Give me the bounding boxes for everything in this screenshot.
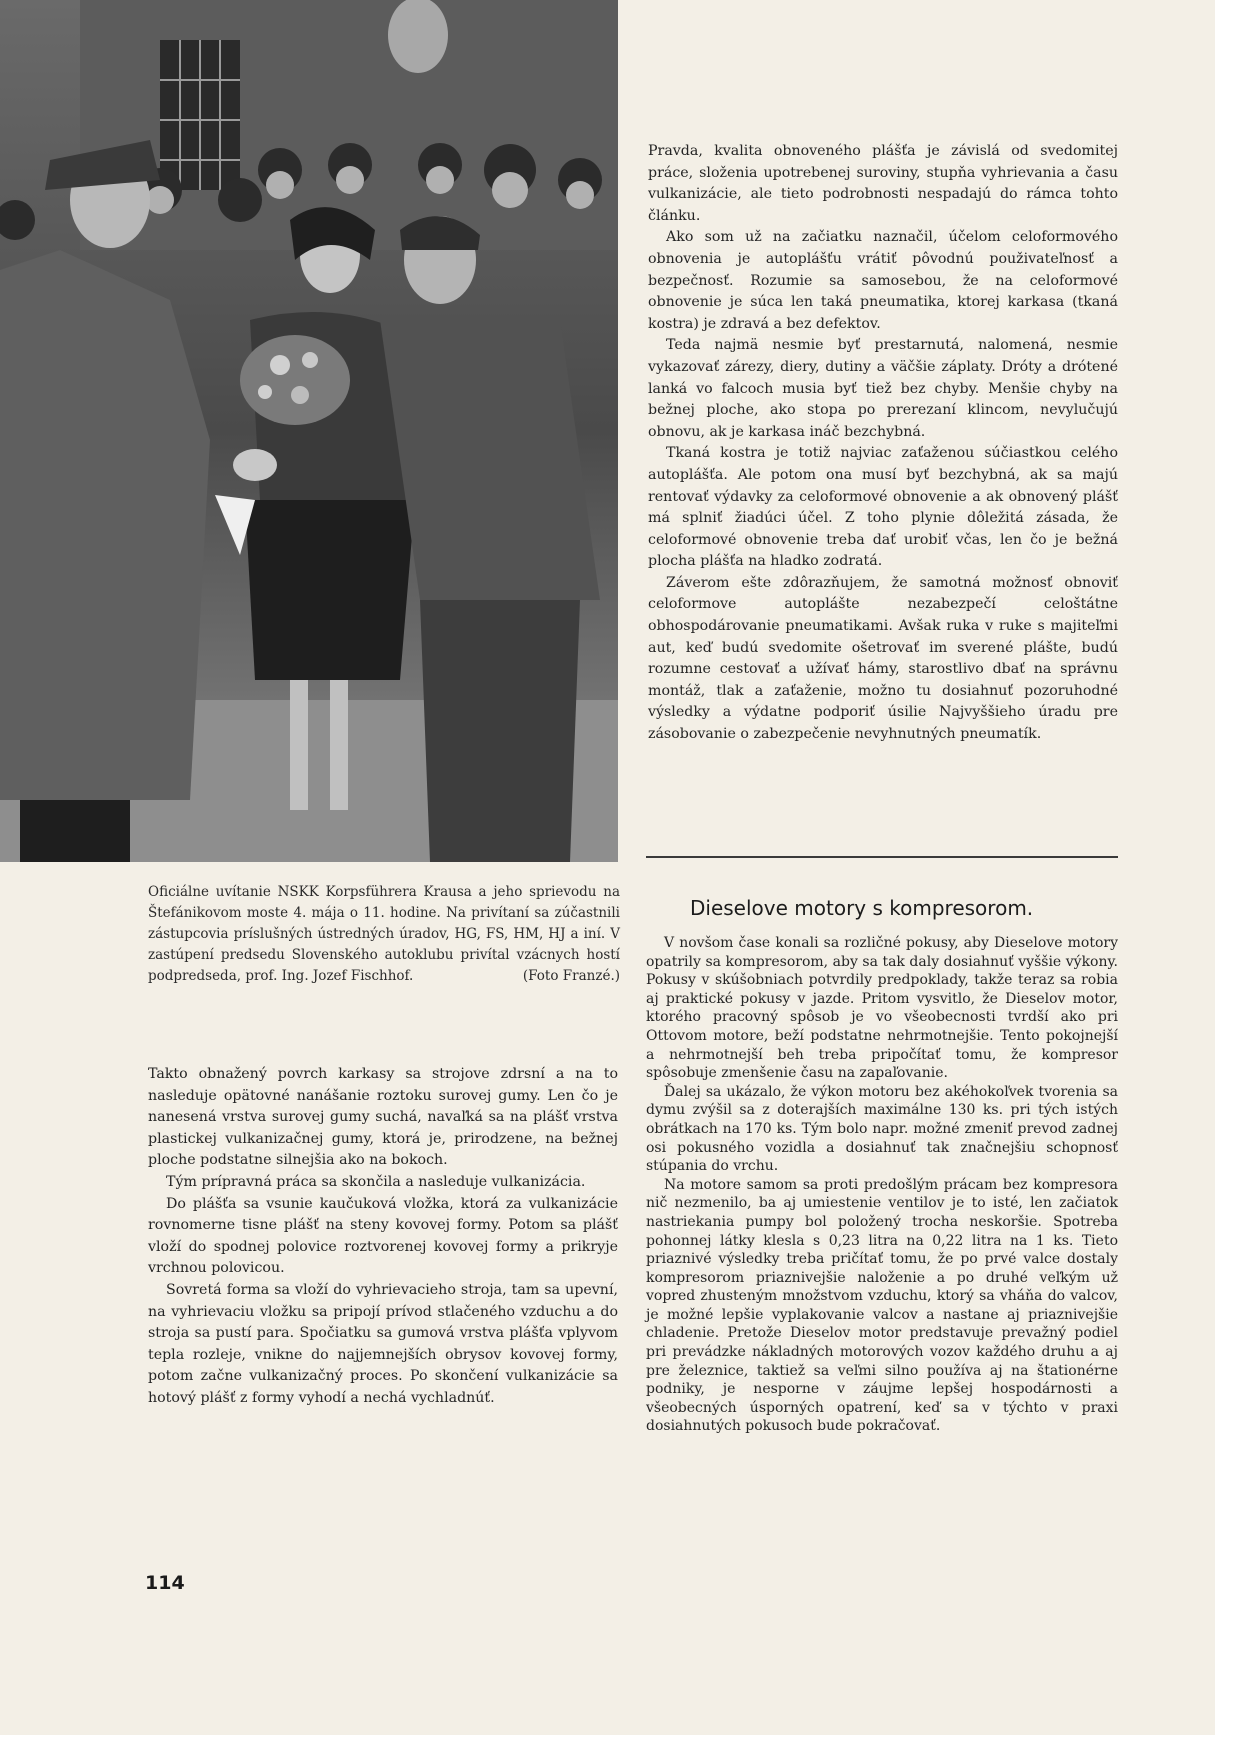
paragraph: Tkaná kostra je totiž najviac zaťaženou súčiastkou celého autoplášťa. Ale potom ona musí byť bezchybná, ak sa majú rentovať výdavky za celoformové obnovenie a ak obnovený plášť má splniť žiadúci účel. Z toho plynie dôležitá zásada, že celoformové obnovenie treba dať urobiť včas, len čo je bežná plocha plášťa na hladko zodratá. (648, 445, 1118, 570)
paragraph: Tým prípravná práca sa skončila a nasleduje vulkanizácia. (166, 1173, 586, 1190)
paragraph: Ďalej sa ukázalo, že výkon motoru bez akéhokoľvek tvorenia sa dymu zvýšil sa z doterajších maximálne 130 ks. pri tých istých obrátkach na 170 ks. Tým bolo napr. možné zmeniť prevod zadnej osi pokusného vozidla a dosiahnuť tak značnejšiu schopnosť stúpania do vrchu. (646, 1083, 1118, 1175)
photo-caption (148, 882, 620, 987)
page-number: 114 (145, 1572, 185, 1594)
paragraph: Teda najmä nesmie byť prestarnutá, nalomená, nesmie vykazovať zárezy, diery, dutiny a väčšie záplaty. Dróty a drótené lanká vo falcoch musia byť tiež bez chyby. Menšie chyby na bežnej ploche, ako stopa po prerezaní klincom, nevylučujú obnovu, ak je karkasa ináč bezchybná. (648, 337, 1118, 440)
caption-text: Oficiálne uvítanie NSKK Korpsführera Krausa a jeho sprievodu na Štefánikovom moste 4. mája o 11. hodine. Na privítaní sa zúčastnili zástupcovia príslušných ústredných úradov, HG, FS, HM, HJ a iní. V zastúpení predsedu Slovenského autoklubu privítal vzácnych hostí podpredseda, prof. Ing. Jozef Fischhof. (148, 884, 620, 984)
section-divider (646, 856, 1118, 858)
paragraph: Pravda, kvalita obnoveného plášťa je závislá od svedomitej práce, složenia upotrebenej suroviny, stupňa vyhrievania a času vulkanizácie, ale tieto podrobnosti nespadajú do rámca tohto článku. (648, 143, 1118, 224)
paragraph: Sovretá forma sa vloží do vyhrievacieho stroja, tam sa upevní, na vyhrievaciu vložku sa pripojí prívod stlačeného vzduchu a do stroja sa pustí para. Spočiatku sa gumová vrstva plášťa vplyvom tepla rozleje, vnikne do najjemnejších obrysov kovovej formy, potom začne vulkanizačný proces. Po skončení vulkanizácie sa hotový plášť z formy vyhodí a nechá vychladnúť. (148, 1281, 618, 1406)
article-heading: Dieselove motory s kompresorom. (690, 896, 1034, 920)
paragraph: Na motore samom sa proti predošlým prácam bez kompresora nič nezmenilo, ba aj umiestenie ventilov je to isté, len začiatok nastriekania pumpy bol položený trocha neskoršie. Spotreba pohonnej látky klesla s 0,23 litra na 0,22 litra na 1 ks. Tieto priaznivé výsledky treba pričítať tomu, že po prvé valce dostaly kompresorom priaznivejšie naloženie a po druhé veľkým už vopred zhusteným množstvom vzduchu, ktorý sa vháňa do valcov, je možné lepšie vyplakovanie valcov a nastane aj priaznivejšie chladenie. Pretože Dieselov motor predstavuje prevažný podiel pri prevádzke nákladných motorových vozov každého druhu a aj pre železnice, taktiež sa veľmi silno používa aj na štationérne podniky, je nesporne v záujme lepšej hospodárnosti a všeobecných úsporných opatrení, keď sa v týchto v praxi dosiahnutých pokusoch bude pokračovať. (646, 1176, 1118, 1435)
photo-icon (0, 0, 618, 862)
photograph (0, 0, 618, 862)
paragraph: Do plášťa sa vsunie kaučuková vložka, ktorá za vulkanizácie rovnomerne tisne plášť na steny kovovej formy. Potom sa plášť vloží do spodnej polovice roztvorenej kovovej formy a prikryje vrchnou polovicou. (148, 1195, 618, 1277)
photo-credit: (Foto Franzé.) (522, 968, 620, 984)
paragraph: V novšom čase konali sa rozličné pokusy, aby Dieselove motory opatrily sa kompresorom, aby sa tak daly dosiahnuť vyššie výkony. Pokusy v skúšobniach potvrdily predpoklady, takže teraz sa robia aj praktické pokusy v jazde. Pritom vysvitlo, že Dieselov motor, ktorého pracovný spôsob je vo všeobecnosti tvrdší ako pri Ottovom motore, beží podstatne nehrmotnejšie. Tento pokojnejší a nehrmotnejší beh treba pripočítať tomu, že kompresor spôsobuje zmenšenie času na zapaľovanie. (646, 935, 1118, 1082)
article-column-left-bottom (148, 1064, 618, 1410)
paragraph: Takto obnažený povrch karkasy sa strojove zdrsní a na to nasleduje opätovné nanášanie roztoku surovej gumy. Len čo je nanesená vrstva surovej gumy suchá, navaľká sa na plášť vrstva plastickej vulkanizačnej gumy, ktorá je, prirodzene, na bežnej ploche podstatne silnejšia ako na bokoch. (148, 1066, 618, 1169)
paragraph: Ako som už na začiatku naznačil, účelom celoformového obnovenia je autoplášťu vrátiť pôvodnú použivateľnosť a bezpečnosť. Rozumie sa samosebou, že na celoformové obnovenie je súca len taká pneumatika, ktorej karkasa (tkaná kostra) je zdravá a bez defektov. (648, 229, 1118, 332)
article-column-right-top (648, 141, 1118, 746)
paragraph: Záverom ešte zdôrazňujem, že samotná možnosť obnoviť celoformove autoplášte nezabezpečí celoštátne obhospodárovanie pneumatikami. Avšak ruka v ruke s majiteľmi aut, keď budú svedomite ošetrovať im sverené plášte, budú rozumne cestovať a užívať hámy, starostlivo dbať na správnu montáž, tlak a zaťaženie, možno tu dosiahnuť pozoruhodné výsledky a výdatne podporiť úsilie Najvyššieho úradu pre zásobovanie o zabezpečenie nevyhnutných pneumatík. (648, 574, 1118, 743)
article-column-right-bottom (646, 934, 1118, 1436)
